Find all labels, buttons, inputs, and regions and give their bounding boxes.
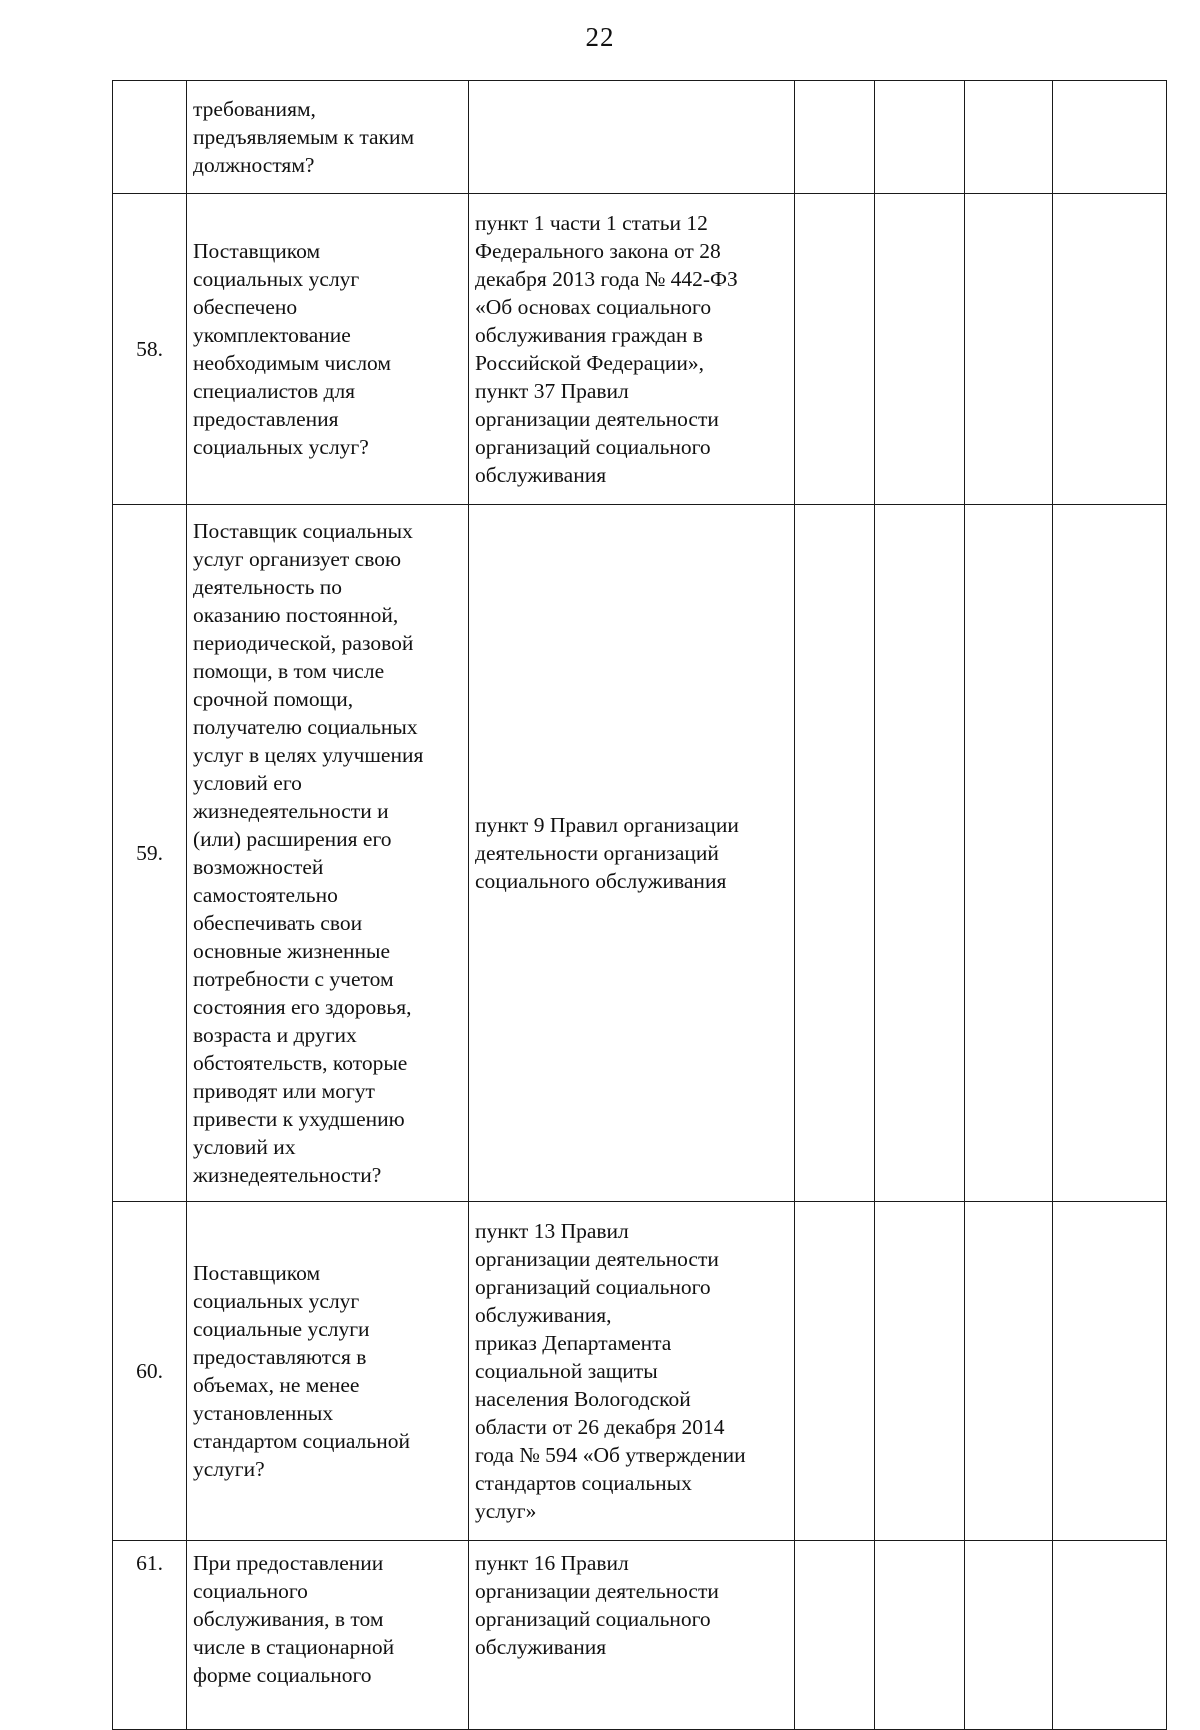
question-cell <box>187 1202 469 1541</box>
answer-yes-cell <box>795 194 875 505</box>
reference-text: пункт 9 Правил организации деятельности организаций социального обслуживания <box>475 813 739 893</box>
answer-na-cell <box>965 81 1053 194</box>
answer-yes-cell <box>795 505 875 1202</box>
table-row <box>113 1541 1167 1730</box>
answer-na-cell <box>965 1541 1053 1730</box>
note-cell <box>1053 1202 1167 1541</box>
answer-yes-cell <box>795 81 875 194</box>
answer-no-cell <box>875 505 965 1202</box>
row-number-cell: 59. <box>113 505 187 1202</box>
question-text: Поставщиком социальных услуг социальные услуги предоставляются в объемах, не менее установленных стандартом социальной услуги? <box>193 1261 410 1481</box>
question-cell <box>187 1541 469 1730</box>
row-number-cell: 60. <box>113 1202 187 1541</box>
reference-cell <box>469 1202 795 1541</box>
table-row <box>113 194 1167 505</box>
answer-no-cell <box>875 194 965 505</box>
page-number: 22 <box>585 22 615 52</box>
reference-cell <box>469 1541 795 1730</box>
table-row <box>113 1202 1167 1541</box>
answer-na-cell <box>965 505 1053 1202</box>
reference-text: пункт 1 части 1 статьи 12 Федерального закона от 28 декабря 2013 года № 442-ФЗ «Об основах социального обслуживания граждан в Российской Федерации», пункт 37 Правил организации деятельности организаций социального обслуживания <box>475 211 738 487</box>
reference-cell <box>469 81 795 194</box>
reference-text: пункт 13 Правил организации деятельности организаций социального обслуживания, приказ Департамента социальной защиты населения Вологодской области от 26 декабря 2014 года № 594 «Об утверждении стандартов социальных услуг» <box>475 1219 746 1523</box>
question-cell <box>187 194 469 505</box>
note-cell <box>1053 1541 1167 1730</box>
answer-no-cell <box>875 1541 965 1730</box>
question-text: Поставщиком социальных услуг обеспечено укомплектование необходимым числом специалистов для предоставления социальных услуг? <box>193 239 391 459</box>
question-cell <box>187 81 469 194</box>
answer-no-cell <box>875 1202 965 1541</box>
answer-na-cell <box>965 194 1053 505</box>
question-text: При предоставлении социального обслуживания, в том числе в стационарной форме социального <box>193 1551 395 1687</box>
question-text: Поставщик социальных услуг организует свою деятельность по оказанию постоянной, периодической, разовой помощи, в том числе срочной помощи, получателю социальных услуг в целях улучшения условий его жизнедеятельности и (или) расширения его возможностей самостоятельно обеспечивать свои основные жизненные потребности с учетом состояния его здоровья, возраста и других обстоятельств, которые приводят или могут привести к ухудшению условий их жизнедеятельности? <box>193 519 424 1187</box>
question-text: требованиям, предъявляемым к таким должностям? <box>193 97 415 177</box>
row-number-cell: 58. <box>113 194 187 505</box>
checklist-table <box>112 80 1167 1730</box>
row-number-cell <box>113 81 187 194</box>
answer-no-cell <box>875 81 965 194</box>
note-cell <box>1053 194 1167 505</box>
reference-cell <box>469 194 795 505</box>
answer-yes-cell <box>795 1202 875 1541</box>
row-number-cell: 61. <box>113 1541 187 1730</box>
answer-na-cell <box>965 1202 1053 1541</box>
table-row <box>113 505 1167 1202</box>
note-cell <box>1053 81 1167 194</box>
answer-yes-cell <box>795 1541 875 1730</box>
note-cell <box>1053 505 1167 1202</box>
table-row <box>113 81 1167 194</box>
reference-cell <box>469 505 795 1202</box>
reference-text: пункт 16 Правил организации деятельности организаций социального обслуживания <box>475 1551 719 1659</box>
question-cell <box>187 505 469 1202</box>
